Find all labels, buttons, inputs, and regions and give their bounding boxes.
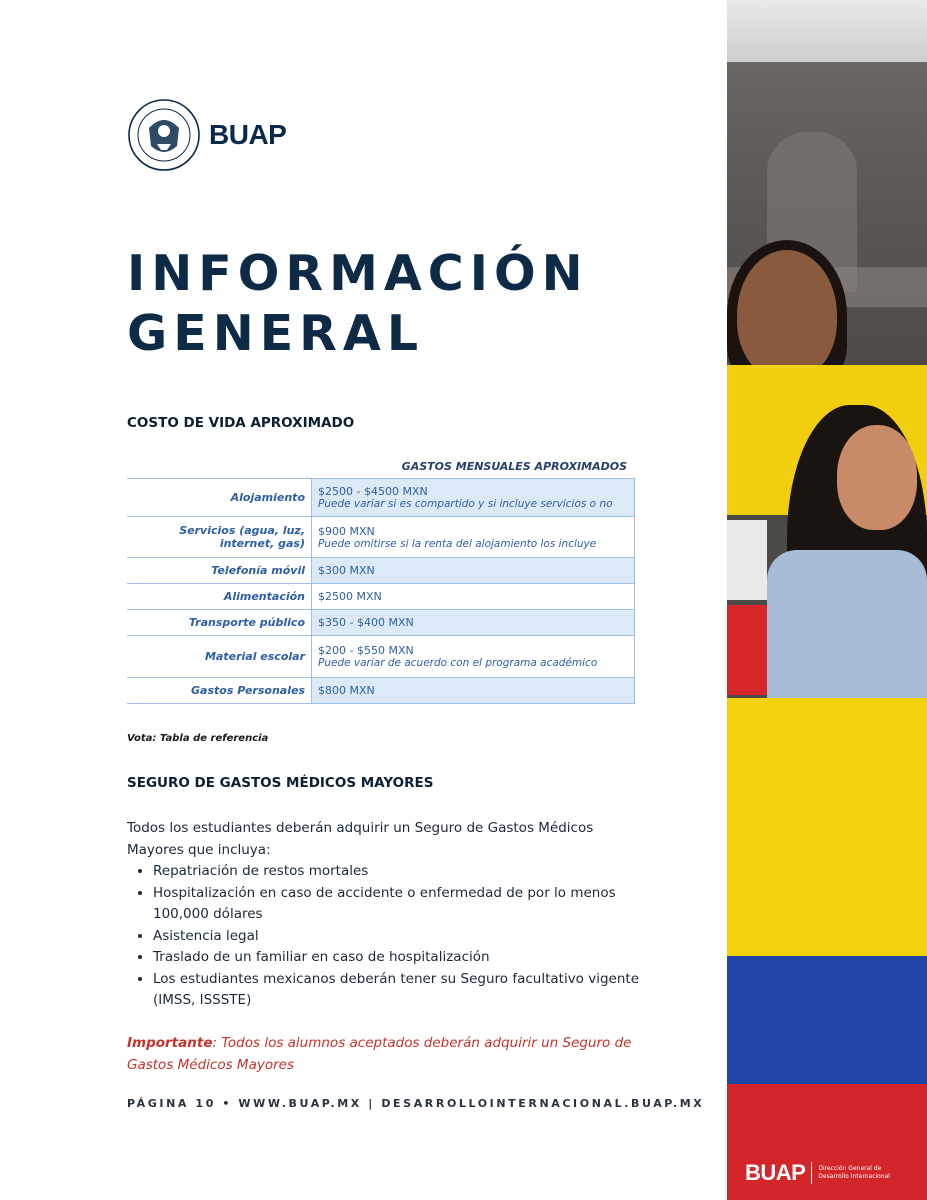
seguro-intro: Todos los estudiantes deberán adquirir un Seguro de Gastos Médicos Mayores que incluya:	[127, 820, 594, 858]
brand-divider	[811, 1162, 812, 1184]
row-label: Telefonía móvil	[127, 558, 312, 584]
row-value	[312, 584, 635, 610]
title-line-2: GENERAL	[127, 305, 425, 362]
photo-flag-red	[727, 605, 767, 695]
row-label: Servicios (agua, luz, internet, gas)	[127, 517, 312, 558]
students-photo	[727, 0, 927, 1200]
table-row	[127, 517, 635, 558]
table-row	[127, 678, 635, 704]
row-value	[312, 610, 635, 636]
list-item: • Asistencia legal	[153, 926, 647, 948]
table-row	[127, 584, 635, 610]
table-row	[127, 610, 635, 636]
row-amount: $900 MXN	[318, 524, 375, 538]
photo-flag-2-yellow	[727, 698, 927, 956]
table-header: GASTOS MENSUALES APROXIMADOS	[401, 460, 627, 473]
row-note: Puede omitirse si la renta del alojamiento los incluye	[318, 537, 597, 550]
row-label: Gastos Personales	[127, 678, 312, 704]
row-label: Material escolar	[127, 636, 312, 678]
seguro-body	[127, 818, 647, 1012]
row-amount: $2500 - $4500 MXN	[318, 485, 428, 498]
row-note: Puede variar si es compartido y si incluye servicios o no	[318, 498, 613, 510]
list-item: • Repatriación de restos mortales	[153, 861, 647, 883]
photo-person-2-top	[767, 550, 927, 700]
photo-person-2-face	[837, 425, 917, 530]
seguro-heading: SEGURO DE GASTOS MÉDICOS MAYORES	[127, 775, 434, 791]
costs-table	[127, 460, 637, 704]
logo-text: BUAP	[209, 119, 287, 150]
buap-logo	[127, 98, 286, 172]
row-amount: $2500 MXN	[318, 590, 382, 603]
brand-subtitle: Dirección General de Desarrollo Internacional	[818, 1165, 890, 1180]
important-text: : Todos los alumnos aceptados deberán adquirir un Seguro de Gastos Médicos Mayores	[127, 1035, 632, 1073]
row-amount: $350 - $400 MXN	[318, 616, 414, 629]
important-note	[127, 1033, 647, 1076]
important-label: Importante	[127, 1035, 213, 1051]
university-seal-icon	[127, 98, 201, 172]
row-label: Transporte público	[127, 610, 312, 636]
list-item: • Traslado de un familiar en caso de hospitalización	[153, 947, 647, 969]
photo-person-1-face	[737, 250, 837, 380]
row-label: Alimentación	[127, 584, 312, 610]
page-footer: PÁGINA 10 • WWW.BUAP.MX | DESARROLLOINTERNACIONAL.BUAP.MX	[127, 1097, 705, 1110]
costo-heading: COSTO DE VIDA APROXIMADO	[127, 415, 355, 431]
footer-brand	[745, 1160, 898, 1186]
table-row	[127, 636, 635, 678]
photo-sky	[727, 0, 927, 62]
table-note: Vota: Tabla de referencia	[127, 733, 269, 744]
page-title	[127, 244, 589, 364]
row-value	[312, 558, 635, 584]
photo-shirt	[727, 520, 767, 600]
row-value	[312, 479, 635, 517]
seguro-list	[127, 861, 647, 1012]
row-amount: $300 MXN	[318, 564, 375, 577]
list-item: • Hospitalización en caso de accidente o enfermedad de por lo menos 100,000 dólares	[153, 883, 647, 926]
table-row	[127, 479, 635, 517]
photo-flag-2-blue	[727, 956, 927, 1084]
row-note: Puede variar de acuerdo con el programa académico	[318, 657, 598, 669]
row-amount: $200 - $550 MXN	[318, 644, 414, 657]
row-value	[312, 678, 635, 704]
row-value	[312, 636, 635, 678]
row-amount: $800 MXN	[318, 684, 375, 697]
row-label: Alojamiento	[127, 479, 312, 517]
list-item: • Los estudiantes mexicanos deberán tener su Seguro facultativo vigente (IMSS, ISSSTE)	[153, 969, 647, 1012]
title-line-1: INFORMACIÓN	[127, 245, 589, 302]
brand-logo: BUAP	[745, 1160, 806, 1185]
table-row	[127, 558, 635, 584]
row-value	[312, 517, 635, 558]
